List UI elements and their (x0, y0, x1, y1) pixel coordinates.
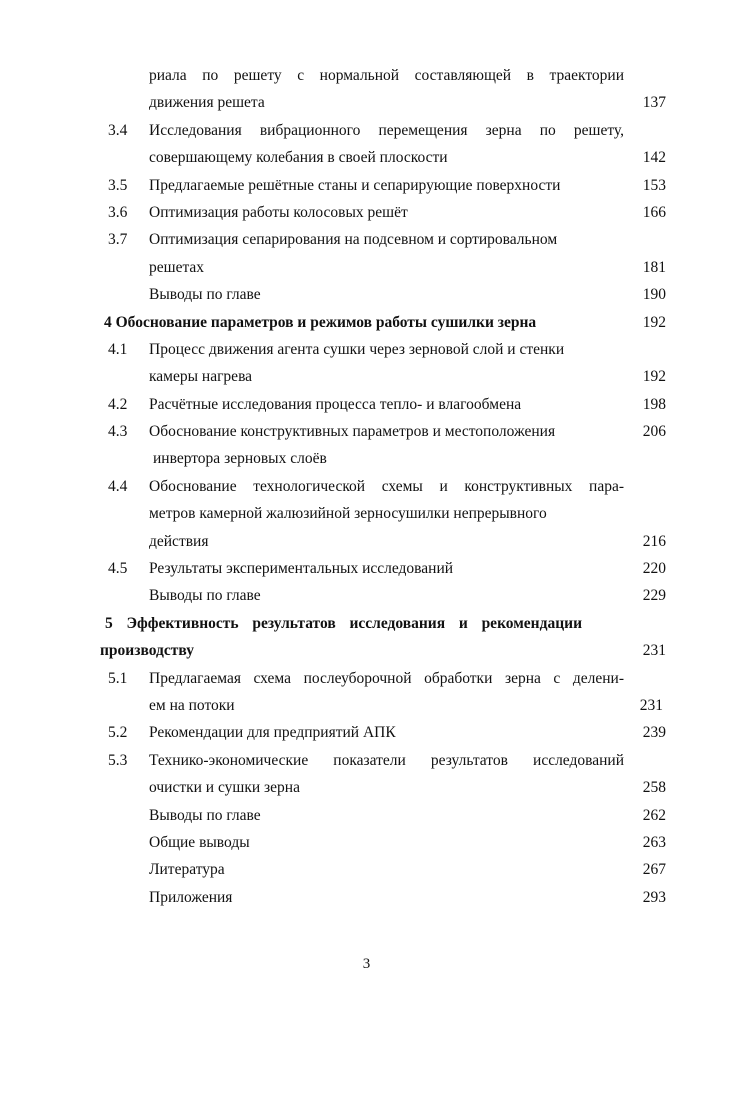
table-of-contents (0, 62, 733, 911)
toc-text: Выводы по главе (149, 286, 261, 304)
toc-text: движения решета (149, 94, 265, 112)
toc-page: 142 (642, 149, 666, 167)
toc-text: Процесс движения агента сушки через зерновой слой и стенки (149, 340, 565, 358)
toc-text: риала по решету с нормальной составляющей в траектории (149, 67, 624, 84)
toc-text: инвертора зерновых слоёв (153, 450, 327, 468)
toc-line (0, 418, 733, 445)
toc-page: 267 (642, 861, 666, 879)
toc-text: Предлагаемые решётные станы и сепарирующие поверхности (149, 176, 561, 194)
toc-line (0, 582, 733, 609)
toc-text: Предлагаемая схема послеуборочной обработки зерна с делени- (149, 669, 624, 687)
toc-line (0, 117, 733, 144)
toc-page: 216 (642, 532, 666, 550)
toc-page: 137 (642, 94, 666, 112)
toc-line (0, 747, 733, 774)
toc-number: 3.4 (108, 121, 128, 139)
toc-line (0, 665, 733, 692)
toc-text: решетах (149, 258, 205, 276)
toc-page: 192 (642, 313, 666, 331)
toc-line (0, 500, 733, 527)
toc-line (0, 445, 733, 472)
toc-text: Технико-экономические показатели результатов исследований (149, 751, 624, 769)
toc-line (0, 336, 733, 363)
toc-line (0, 309, 733, 336)
toc-line (0, 89, 733, 116)
toc-page: 258 (642, 779, 666, 797)
toc-line (0, 363, 733, 390)
toc-text: Обоснование конструктивных параметров и местоположения (149, 423, 556, 441)
toc-number: 5.3 (108, 751, 128, 769)
toc-page: 263 (642, 833, 666, 851)
toc-number: 4.1 (108, 340, 128, 358)
toc-text: Общие выводы (149, 833, 250, 851)
toc-line (0, 719, 733, 746)
toc-line (0, 610, 733, 637)
toc-line (0, 528, 733, 555)
page-number: 3 (362, 956, 371, 972)
toc-text: Результаты экспериментальных исследований (149, 560, 454, 578)
toc-page: 206 (642, 423, 666, 441)
toc-page: 229 (642, 587, 666, 605)
toc-line (0, 774, 733, 801)
toc-line (0, 637, 733, 664)
toc-line (0, 62, 733, 89)
toc-number: 5.2 (108, 724, 128, 742)
toc-line (0, 144, 733, 171)
toc-page: 153 (642, 176, 666, 194)
toc-line (0, 473, 733, 500)
toc-page: 220 (642, 560, 666, 578)
toc-text: совершающему колебания в своей плоскости (149, 149, 448, 167)
toc-text: Обоснование технологической схемы и конструктивных пара- (149, 477, 624, 495)
toc-line (0, 199, 733, 226)
toc-number: 4.2 (108, 395, 128, 413)
toc-text: ем на потоки (149, 696, 235, 714)
toc-chapter-heading: 4 Обоснование параметров и режимов работы сушилки зерна (104, 313, 537, 331)
toc-text: Исследования вибрационного перемещения зерна по решету, (149, 121, 624, 139)
toc-number: 3.5 (108, 176, 128, 194)
toc-line (0, 884, 733, 911)
toc-chapter-heading: производству (100, 642, 194, 660)
toc-number: 4.3 (108, 423, 128, 441)
toc-text: Рекомендации для предприятий АПК (149, 724, 396, 742)
toc-chapter-heading: 5 Эффективность результатов исследования и рекомендации (105, 614, 582, 632)
toc-text: Выводы по главе (149, 806, 261, 824)
toc-page: 262 (642, 806, 666, 824)
toc-text: Оптимизация работы колосовых решёт (149, 203, 408, 221)
toc-line (0, 254, 733, 281)
toc-page: 181 (642, 258, 666, 276)
toc-line (0, 555, 733, 582)
toc-page: 231 (642, 642, 666, 660)
toc-text: Приложения (149, 888, 233, 906)
toc-page: 293 (642, 888, 666, 906)
toc-line (0, 829, 733, 856)
toc-number: 4.4 (108, 477, 128, 495)
toc-line (0, 391, 733, 418)
toc-text: Литература (149, 861, 225, 879)
toc-text: Расчётные исследования процесса тепло- и влагообмена (149, 395, 522, 413)
toc-text: Оптимизация сепарирования на подсевном и сортировальном (149, 231, 558, 249)
toc-text: действия (149, 532, 209, 550)
toc-page: 190 (642, 286, 666, 304)
toc-text: камеры нагрева (149, 368, 253, 386)
toc-line (0, 802, 733, 829)
toc-line (0, 226, 733, 253)
toc-number: 3.6 (108, 203, 128, 221)
toc-page: 239 (642, 724, 666, 742)
toc-text: метров камерной жалюзийной зерносушилки непрерывного (149, 505, 547, 523)
toc-page: 198 (642, 395, 666, 413)
toc-line (0, 172, 733, 199)
toc-line (0, 281, 733, 308)
toc-number: 5.1 (108, 669, 128, 687)
toc-page: 192 (642, 368, 666, 386)
toc-text: Выводы по главе (149, 587, 261, 605)
toc-page: 231 (639, 696, 663, 714)
toc-line (0, 856, 733, 883)
toc-text: очистки и сушки зерна (149, 779, 300, 797)
toc-number: 4.5 (108, 560, 128, 578)
toc-line (0, 692, 733, 719)
toc-page: 166 (642, 203, 666, 221)
toc-number: 3.7 (108, 231, 128, 249)
